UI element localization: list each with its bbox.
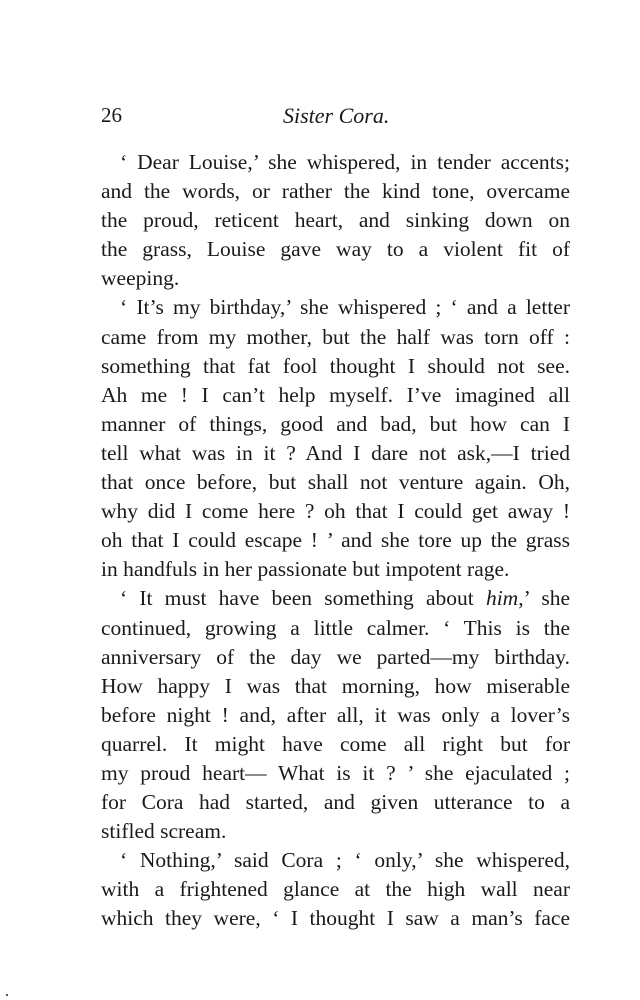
text-line: in handfuls in her passionate but impotent rage. bbox=[101, 557, 510, 582]
page-header bbox=[101, 103, 571, 133]
text-line: before night ! and, after all, it was only a lover’s bbox=[101, 702, 570, 727]
scan-speck bbox=[6, 994, 8, 996]
text-line: which they were, ‘ I thought I saw a man’s face bbox=[101, 906, 570, 931]
text-line: my proud heart— What is it ? ’ she ejaculated ; bbox=[101, 760, 570, 785]
text-line: Ah me ! I can’t help myself. I’ve imagined all bbox=[101, 382, 570, 407]
text-line: for Cora had started, and given utterance to a bbox=[101, 790, 570, 815]
text-line: why did I come here ? oh that I could get away ! bbox=[101, 499, 570, 524]
text-line: came from my mother, but the half was torn off : bbox=[101, 324, 570, 349]
text-line: that once before, but shall not venture again. Oh, bbox=[101, 470, 570, 495]
text-line: manner of things, good and bad, but how can I bbox=[101, 411, 570, 436]
emphasized-word: him bbox=[485, 586, 519, 611]
body-text bbox=[101, 148, 570, 934]
text-line: anniversary of the day we parted—my birthday. bbox=[101, 644, 570, 669]
running-title: Sister Cora. bbox=[283, 103, 390, 128]
text-line: the grass, Louise gave way to a violent fit of bbox=[101, 237, 570, 262]
text-line: stifled scream. bbox=[101, 819, 227, 844]
text-line: ‘ Dear Louise,’ she whispered, in tender accents; bbox=[120, 150, 570, 174]
text-line: weeping. bbox=[101, 266, 180, 291]
text-line: continued, growing a little calmer. ‘ This is the bbox=[101, 615, 570, 640]
text-line: ‘ It must have been something about him,’ she bbox=[120, 586, 570, 611]
text-line: and the words, or rather the kind tone, overcame bbox=[101, 179, 570, 204]
text-line: ‘ Nothing,’ said Cora ; ‘ only,’ she whispered, bbox=[120, 848, 570, 873]
text-line: the proud, reticent heart, and sinking down on bbox=[101, 208, 570, 233]
text-line: something that fat fool thought I should not see. bbox=[101, 353, 570, 378]
text-line: How happy I was that morning, how miserable bbox=[101, 673, 570, 698]
text-line: oh that I could escape ! ’ and she tore up the grass bbox=[101, 528, 570, 553]
text-line: with a frightened glance at the high wall near bbox=[101, 877, 570, 902]
text-line: tell what was in it ? And I dare not ask,—I tried bbox=[101, 440, 570, 465]
text-line: ‘ It’s my birthday,’ she whispered ; ‘ and a letter bbox=[120, 295, 570, 320]
text-line: quarrel. It might have come all right but for bbox=[101, 731, 570, 756]
page-number: 26 bbox=[101, 103, 122, 127]
